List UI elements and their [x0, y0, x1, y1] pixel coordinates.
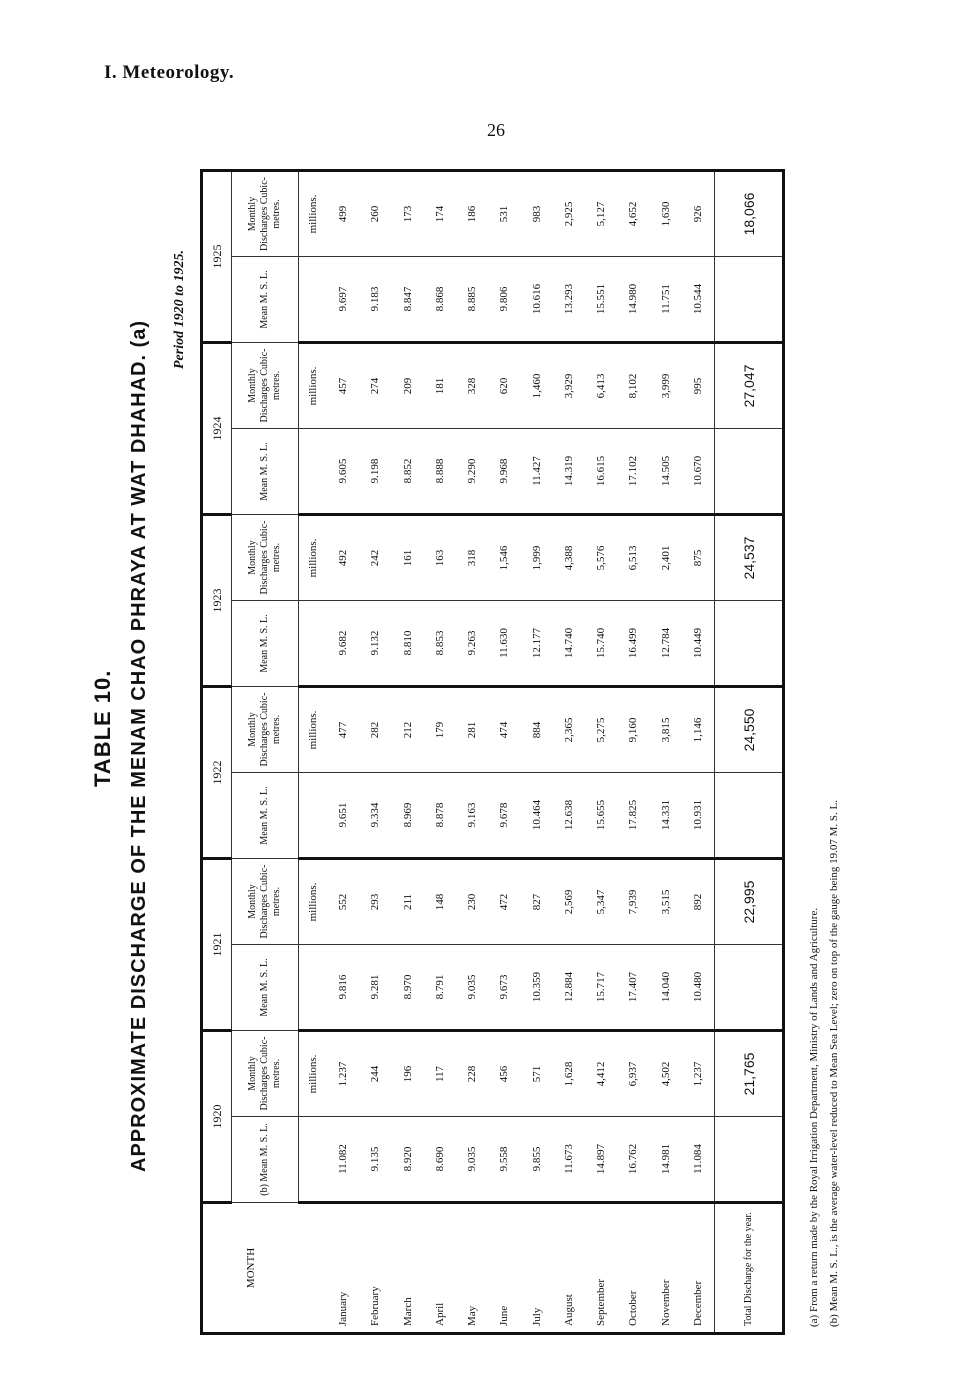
unit-spacer: [299, 1203, 327, 1334]
total-discharge-cell: 24,550: [715, 687, 784, 773]
table-row: [649, 171, 681, 1334]
table-row: [391, 171, 423, 1334]
total-discharge-cell: 24,537: [715, 515, 784, 601]
discharge-cell: 477: [327, 687, 359, 773]
mean-msl-cell: 10.670: [682, 429, 715, 515]
discharge-cell: 1,146: [682, 687, 715, 773]
mean-msl-cell: 8.852: [391, 429, 423, 515]
discharge-cell: 1,460: [520, 343, 552, 429]
footnote-a: (a) From a return made by the Royal Irrigation Department, Ministry of Lands and Agriculture.: [808, 907, 820, 1327]
discharge-cell: 492: [327, 515, 359, 601]
mean-msl-cell: 9.290: [456, 429, 488, 515]
discharge-cell: 620: [488, 343, 520, 429]
total-spacer: [715, 773, 784, 859]
mean-msl-cell: 14.897: [585, 1117, 617, 1203]
discharge-cell: 173: [391, 171, 423, 257]
mean-msl-cell: 9.263: [456, 601, 488, 687]
discharge-cell: 181: [424, 343, 456, 429]
month-name: February: [359, 1203, 391, 1334]
mean-msl-header: Mean M. S. L.: [232, 429, 299, 515]
total-spacer: [715, 945, 784, 1031]
month-name: April: [424, 1203, 456, 1334]
discharge-cell: 2,569: [553, 859, 585, 945]
discharge-cell: 499: [327, 171, 359, 257]
discharge-cell: 196: [391, 1031, 423, 1117]
mean-msl-cell: 14.040: [649, 945, 681, 1031]
mean-msl-cell: 14.505: [649, 429, 681, 515]
mean-msl-cell: 14.740: [553, 601, 585, 687]
total-discharge-cell: 21,765: [715, 1031, 784, 1117]
mean-msl-cell: 14.331: [649, 773, 681, 859]
unit-label: millions.: [299, 859, 327, 945]
total-label: Total Discharge for the year.: [715, 1203, 784, 1334]
table-row: [553, 171, 585, 1334]
discharge-cell: 163: [424, 515, 456, 601]
discharge-cell: 6,937: [617, 1031, 649, 1117]
discharge-cell: 1,628: [553, 1031, 585, 1117]
month-name: May: [456, 1203, 488, 1334]
discharge-cell: 472: [488, 859, 520, 945]
total-row: [715, 171, 784, 1334]
monthly-discharge-header: Monthly Discharges Cubic-metres.: [232, 859, 299, 945]
discharge-cell: 211: [391, 859, 423, 945]
mean-msl-cell: 12.177: [520, 601, 552, 687]
mean-msl-cell: 9.816: [327, 945, 359, 1031]
mean-msl-cell: 8.690: [424, 1117, 456, 1203]
discharge-cell: 2,401: [649, 515, 681, 601]
discharge-cell: 995: [682, 343, 715, 429]
mean-msl-cell: 9.163: [456, 773, 488, 859]
discharge-cell: 212: [391, 687, 423, 773]
unit-spacer: [299, 945, 327, 1031]
mean-msl-cell: 10.449: [682, 601, 715, 687]
unit-spacer: [299, 1117, 327, 1203]
discharge-cell: 1,546: [488, 515, 520, 601]
discharge-cell: 3,929: [553, 343, 585, 429]
discharge-cell: 1,237: [682, 1031, 715, 1117]
mean-msl-cell: 10.480: [682, 945, 715, 1031]
table-row: [488, 171, 520, 1334]
discharge-cell: 4,412: [585, 1031, 617, 1117]
discharge-cell: 9,160: [617, 687, 649, 773]
month-name: September: [585, 1203, 617, 1334]
month-name: November: [649, 1203, 681, 1334]
mean-msl-cell: 11.673: [553, 1117, 585, 1203]
mean-msl-cell: 17.825: [617, 773, 649, 859]
monthly-discharge-header: Monthly Discharges Cubic-metres.: [232, 687, 299, 773]
year-header: 1925: [202, 171, 232, 343]
mean-msl-cell: 8.920: [391, 1117, 423, 1203]
mean-msl-cell: 11.630: [488, 601, 520, 687]
mean-msl-cell: 12.884: [553, 945, 585, 1031]
discharge-cell: 186: [456, 171, 488, 257]
mean-msl-cell: 9.697: [327, 257, 359, 343]
total-discharge-cell: 18,066: [715, 171, 784, 257]
year-header: 1921: [202, 859, 232, 1031]
mean-msl-cell: 12.638: [553, 773, 585, 859]
total-spacer: [715, 601, 784, 687]
discharge-cell: 244: [359, 1031, 391, 1117]
discharge-cell: 875: [682, 515, 715, 601]
mean-msl-cell: 9.673: [488, 945, 520, 1031]
mean-msl-cell: 9.334: [359, 773, 391, 859]
monthly-discharge-header: Monthly Discharges Cubic-metres.: [232, 1031, 299, 1117]
discharge-cell: 161: [391, 515, 423, 601]
discharge-cell: 6,513: [617, 515, 649, 601]
mean-msl-cell: 9.281: [359, 945, 391, 1031]
discharge-cell: 293: [359, 859, 391, 945]
discharge-cell: 552: [327, 859, 359, 945]
mean-msl-cell: 15.740: [585, 601, 617, 687]
mean-msl-cell: 9.035: [456, 945, 488, 1031]
discharge-cell: 531: [488, 171, 520, 257]
discharge-cell: 474: [488, 687, 520, 773]
mean-msl-cell: 14.319: [553, 429, 585, 515]
mean-msl-cell: 9.183: [359, 257, 391, 343]
month-name: January: [327, 1203, 359, 1334]
discharge-cell: 5,127: [585, 171, 617, 257]
mean-msl-cell: 16.615: [585, 429, 617, 515]
discharge-cell: 8,102: [617, 343, 649, 429]
mean-msl-cell: 10.544: [682, 257, 715, 343]
month-name: October: [617, 1203, 649, 1334]
table-row: [359, 171, 391, 1334]
mean-msl-cell: 8.868: [424, 257, 456, 343]
period-label: Period 1920 to 1925.: [172, 250, 187, 369]
mean-msl-cell: 9.968: [488, 429, 520, 515]
mean-msl-cell: 9.558: [488, 1117, 520, 1203]
discharge-cell: 6,413: [585, 343, 617, 429]
mean-msl-cell: 9.682: [327, 601, 359, 687]
table-row: [327, 171, 359, 1334]
discharge-cell: 228: [456, 1031, 488, 1117]
mean-msl-cell: 12.784: [649, 601, 681, 687]
mean-msl-header: Mean M. S. L.: [232, 257, 299, 343]
discharge-cell: 571: [520, 1031, 552, 1117]
discharge-cell: 1,630: [649, 171, 681, 257]
mean-msl-cell: 15.717: [585, 945, 617, 1031]
discharge-cell: 281: [456, 687, 488, 773]
mean-msl-cell: 9.035: [456, 1117, 488, 1203]
discharge-cell: 827: [520, 859, 552, 945]
mean-msl-cell: 14.980: [617, 257, 649, 343]
discharge-cell: 117: [424, 1031, 456, 1117]
discharge-cell: 274: [359, 343, 391, 429]
discharge-cell: 148: [424, 859, 456, 945]
mean-msl-cell: 11.084: [682, 1117, 715, 1203]
table-row: [682, 171, 715, 1334]
table-row: [456, 171, 488, 1334]
discharge-cell: 4,502: [649, 1031, 681, 1117]
discharge-cell: 260: [359, 171, 391, 257]
discharge-cell: 892: [682, 859, 715, 945]
total-discharge-cell: 27,047: [715, 343, 784, 429]
total-spacer: [715, 1117, 784, 1203]
total-discharge-cell: 22,995: [715, 859, 784, 945]
table-title: APPROXIMATE DISCHARGE OF THE MENAM CHAO PHRAYA AT WAT DHAHAD. (a): [128, 319, 150, 1172]
mean-msl-cell: 14.981: [649, 1117, 681, 1203]
mean-msl-cell: 8.970: [391, 945, 423, 1031]
discharge-cell: 457: [327, 343, 359, 429]
footnote-b: (b) Mean M. S. L., is the average water-level reduced to Mean Sea Level; zero on top of the gauge being 19.07 M. S. L.: [828, 799, 840, 1327]
month-name: July: [520, 1203, 552, 1334]
table-row: [617, 171, 649, 1334]
unit-label: millions.: [299, 171, 327, 257]
discharge-cell: 983: [520, 171, 552, 257]
discharge-cell: 3,815: [649, 687, 681, 773]
month-name: December: [682, 1203, 715, 1334]
table-row: [585, 171, 617, 1334]
discharge-cell: 230: [456, 859, 488, 945]
discharge-cell: 3,999: [649, 343, 681, 429]
mean-msl-header: Mean M. S. L.: [232, 601, 299, 687]
mean-msl-cell: 17.102: [617, 429, 649, 515]
mean-msl-cell: 9.855: [520, 1117, 552, 1203]
month-name: March: [391, 1203, 423, 1334]
discharge-table: [200, 169, 785, 1335]
discharge-cell: 4,388: [553, 515, 585, 601]
mean-msl-cell: 10.464: [520, 773, 552, 859]
mean-msl-cell: 9.135: [359, 1117, 391, 1203]
mean-msl-cell: 8.847: [391, 257, 423, 343]
discharge-cell: 179: [424, 687, 456, 773]
mean-msl-header: Mean M. S. L.: [232, 945, 299, 1031]
mean-msl-cell: 9.651: [327, 773, 359, 859]
discharge-cell: 5,347: [585, 859, 617, 945]
discharge-cell: 884: [520, 687, 552, 773]
unit-spacer: [299, 257, 327, 343]
discharge-cell: 282: [359, 687, 391, 773]
monthly-discharge-header: Monthly Discharges Cubic-metres.: [232, 515, 299, 601]
discharge-cell: 242: [359, 515, 391, 601]
unit-spacer: [299, 429, 327, 515]
unit-label: millions.: [299, 687, 327, 773]
mean-msl-cell: 16.499: [617, 601, 649, 687]
mean-msl-cell: 10.359: [520, 945, 552, 1031]
section-header: I. Meteorology.: [104, 62, 235, 83]
month-header: MONTH: [202, 1203, 299, 1334]
unit-spacer: [299, 773, 327, 859]
mean-msl-cell: 9.678: [488, 773, 520, 859]
table-row: [520, 171, 552, 1334]
mean-msl-cell: 9.132: [359, 601, 391, 687]
discharge-cell: 7,939: [617, 859, 649, 945]
discharge-cell: 3,515: [649, 859, 681, 945]
year-header: 1924: [202, 343, 232, 515]
mean-msl-cell: 8.853: [424, 601, 456, 687]
month-name: June: [488, 1203, 520, 1334]
mean-msl-cell: 9.198: [359, 429, 391, 515]
mean-msl-cell: 15.551: [585, 257, 617, 343]
discharge-cell: 5,576: [585, 515, 617, 601]
discharge-cell: 926: [682, 171, 715, 257]
mean-msl-cell: 11.082: [327, 1117, 359, 1203]
mean-msl-cell: 9.605: [327, 429, 359, 515]
discharge-cell: 1.237: [327, 1031, 359, 1117]
mean-msl-cell: 8.878: [424, 773, 456, 859]
monthly-discharge-header: Monthly Discharges Cubic-metres.: [232, 171, 299, 257]
discharge-cell: 209: [391, 343, 423, 429]
discharge-cell: 174: [424, 171, 456, 257]
mean-msl-cell: 13.293: [553, 257, 585, 343]
mean-msl-cell: 8.885: [456, 257, 488, 343]
discharge-cell: 4,652: [617, 171, 649, 257]
discharge-cell: 456: [488, 1031, 520, 1117]
discharge-cell: 318: [456, 515, 488, 601]
monthly-discharge-header: Monthly Discharges Cubic-metres.: [232, 343, 299, 429]
mean-msl-cell: 11.751: [649, 257, 681, 343]
unit-spacer: [299, 601, 327, 687]
mean-msl-cell: 8.810: [391, 601, 423, 687]
mean-msl-cell: 15.655: [585, 773, 617, 859]
year-header: 1923: [202, 515, 232, 687]
unit-label: millions.: [299, 1031, 327, 1117]
discharge-cell: 5,275: [585, 687, 617, 773]
discharge-cell: 1,999: [520, 515, 552, 601]
table-label: TABLE 10.: [90, 669, 115, 787]
mean-msl-header: (b) Mean M. S. L.: [232, 1117, 299, 1203]
mean-msl-cell: 17.407: [617, 945, 649, 1031]
discharge-cell: 2,925: [553, 171, 585, 257]
table-row: [424, 171, 456, 1334]
page-number: 26: [487, 120, 505, 140]
discharge-cell: 328: [456, 343, 488, 429]
mean-msl-cell: 8.791: [424, 945, 456, 1031]
total-spacer: [715, 257, 784, 343]
mean-msl-cell: 10.616: [520, 257, 552, 343]
year-header: 1922: [202, 687, 232, 859]
mean-msl-cell: 9.806: [488, 257, 520, 343]
unit-label: millions.: [299, 515, 327, 601]
mean-msl-cell: 10.931: [682, 773, 715, 859]
mean-msl-cell: 8.969: [391, 773, 423, 859]
mean-msl-cell: 8.888: [424, 429, 456, 515]
mean-msl-cell: 11.427: [520, 429, 552, 515]
mean-msl-cell: 16.762: [617, 1117, 649, 1203]
unit-label: millions.: [299, 343, 327, 429]
mean-msl-header: Mean M. S. L.: [232, 773, 299, 859]
year-header: 1920: [202, 1031, 232, 1203]
total-spacer: [715, 429, 784, 515]
month-name: August: [553, 1203, 585, 1334]
discharge-cell: 2,365: [553, 687, 585, 773]
